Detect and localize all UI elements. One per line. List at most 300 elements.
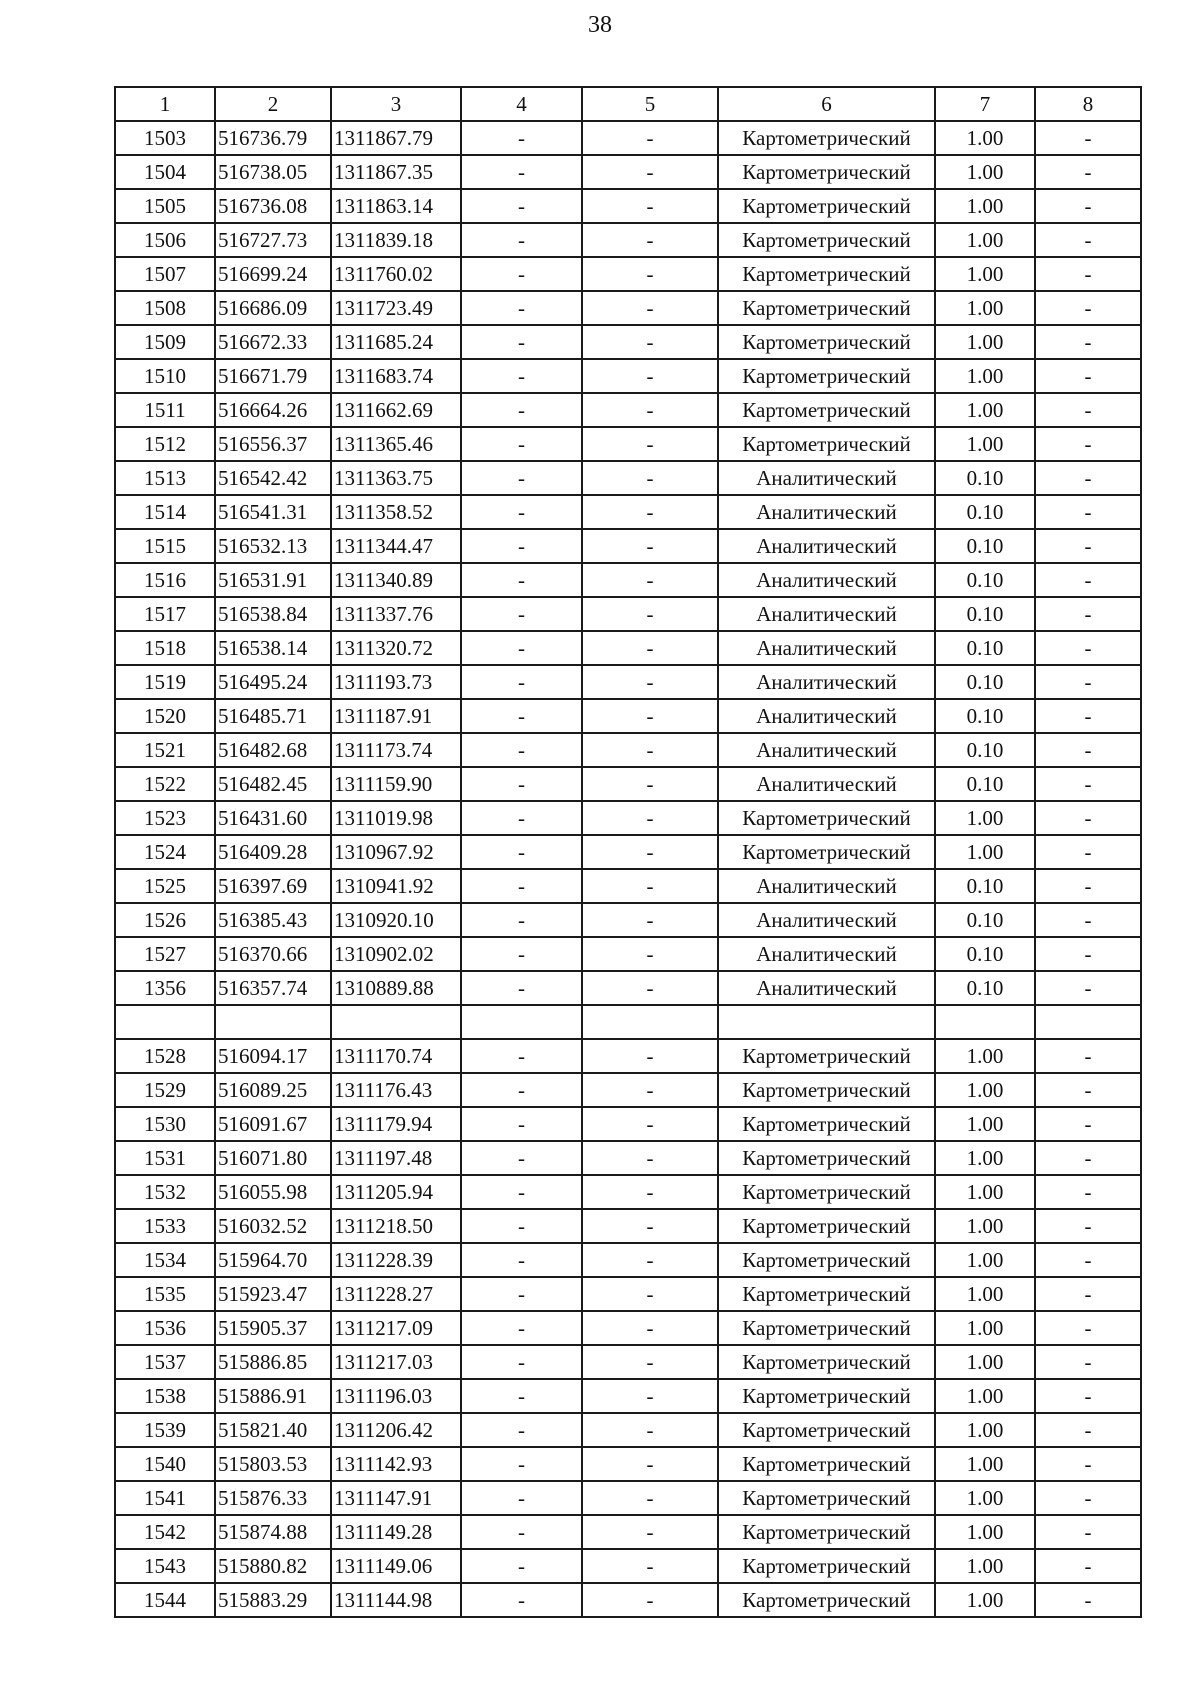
accuracy-cell: 1.00	[935, 359, 1035, 393]
point-number-cell: 1514	[115, 495, 215, 529]
accuracy-cell: 0.10	[935, 699, 1035, 733]
table-row	[115, 223, 1141, 257]
table-row	[115, 1413, 1141, 1447]
column-4-cell: -	[461, 529, 582, 563]
accuracy-cell: 1.00	[935, 1073, 1035, 1107]
x-coordinate-cell: 515923.47	[215, 1277, 331, 1311]
point-number-cell: 1534	[115, 1243, 215, 1277]
column-5-cell: -	[582, 495, 718, 529]
accuracy-cell: 1.00	[935, 1141, 1035, 1175]
x-coordinate-cell: 515874.88	[215, 1515, 331, 1549]
accuracy-cell: 1.00	[935, 1379, 1035, 1413]
accuracy-cell: 0.10	[935, 495, 1035, 529]
column-8-cell: -	[1035, 665, 1141, 699]
point-number-cell: 1512	[115, 427, 215, 461]
x-coordinate-cell: 516370.66	[215, 937, 331, 971]
table-row	[115, 733, 1141, 767]
column-5-cell: -	[582, 1583, 718, 1617]
accuracy-cell: 1.00	[935, 835, 1035, 869]
column-8-cell: -	[1035, 257, 1141, 291]
y-coordinate-cell: 1311683.74	[331, 359, 461, 393]
y-coordinate-cell: 1311685.24	[331, 325, 461, 359]
method-cell: Картометрический	[718, 1175, 935, 1209]
x-coordinate-cell: 515803.53	[215, 1447, 331, 1481]
method-cell: Аналитический	[718, 903, 935, 937]
accuracy-cell: 1.00	[935, 1583, 1035, 1617]
point-number-cell: 1530	[115, 1107, 215, 1141]
column-8-cell: -	[1035, 1175, 1141, 1209]
column-8-cell: -	[1035, 1447, 1141, 1481]
column-4-cell: -	[461, 427, 582, 461]
accuracy-cell: 1.00	[935, 223, 1035, 257]
column-4-cell: -	[461, 1039, 582, 1073]
column-5-cell: -	[582, 1379, 718, 1413]
column-8-cell: -	[1035, 155, 1141, 189]
method-cell: Аналитический	[718, 529, 935, 563]
column-5-cell: -	[582, 1141, 718, 1175]
column-header: 3	[331, 87, 461, 121]
column-8-cell: -	[1035, 325, 1141, 359]
x-coordinate-cell: 516091.67	[215, 1107, 331, 1141]
x-coordinate-cell: 516485.71	[215, 699, 331, 733]
column-8-cell: -	[1035, 189, 1141, 223]
method-cell: Аналитический	[718, 699, 935, 733]
accuracy-cell: 0.10	[935, 937, 1035, 971]
point-number-cell: 1529	[115, 1073, 215, 1107]
column-4-cell: -	[461, 1583, 582, 1617]
x-coordinate-cell	[215, 1005, 331, 1039]
column-4-cell: -	[461, 291, 582, 325]
y-coordinate-cell: 1311218.50	[331, 1209, 461, 1243]
column-4-cell: -	[461, 937, 582, 971]
method-cell: Аналитический	[718, 767, 935, 801]
column-4-cell: -	[461, 189, 582, 223]
x-coordinate-cell: 516071.80	[215, 1141, 331, 1175]
column-5-cell: -	[582, 1549, 718, 1583]
y-coordinate-cell: 1311867.35	[331, 155, 461, 189]
table-row	[115, 495, 1141, 529]
x-coordinate-cell: 516699.24	[215, 257, 331, 291]
point-number-cell: 1521	[115, 733, 215, 767]
x-coordinate-cell: 516686.09	[215, 291, 331, 325]
accuracy-cell: 1.00	[935, 1515, 1035, 1549]
column-5-cell: -	[582, 257, 718, 291]
x-coordinate-cell: 516541.31	[215, 495, 331, 529]
column-8-cell: -	[1035, 699, 1141, 733]
x-coordinate-cell: 516532.13	[215, 529, 331, 563]
column-4-cell: -	[461, 1107, 582, 1141]
column-4-cell: -	[461, 1209, 582, 1243]
column-4-cell: -	[461, 699, 582, 733]
column-4-cell: -	[461, 835, 582, 869]
method-cell: Аналитический	[718, 971, 935, 1005]
point-number-cell: 1511	[115, 393, 215, 427]
method-cell: Картометрический	[718, 291, 935, 325]
point-number-cell: 1506	[115, 223, 215, 257]
y-coordinate-cell: 1310920.10	[331, 903, 461, 937]
column-8-cell: -	[1035, 495, 1141, 529]
accuracy-cell: 1.00	[935, 1107, 1035, 1141]
method-cell: Картометрический	[718, 1345, 935, 1379]
column-5-cell	[582, 1005, 718, 1039]
table-row	[115, 563, 1141, 597]
column-4-cell: -	[461, 359, 582, 393]
table-row	[115, 1141, 1141, 1175]
column-8-cell: -	[1035, 903, 1141, 937]
method-cell: Картометрический	[718, 223, 935, 257]
accuracy-cell: 1.00	[935, 155, 1035, 189]
column-4-cell: -	[461, 1379, 582, 1413]
y-coordinate-cell	[331, 1005, 461, 1039]
column-5-cell: -	[582, 1345, 718, 1379]
column-4-cell: -	[461, 767, 582, 801]
table-row	[115, 971, 1141, 1005]
table-header-row	[115, 87, 1141, 121]
method-cell: Картометрический	[718, 801, 935, 835]
method-cell: Аналитический	[718, 631, 935, 665]
y-coordinate-cell: 1311019.98	[331, 801, 461, 835]
point-number-cell: 1517	[115, 597, 215, 631]
accuracy-cell: 0.10	[935, 563, 1035, 597]
column-8-cell: -	[1035, 1515, 1141, 1549]
x-coordinate-cell: 515886.91	[215, 1379, 331, 1413]
x-coordinate-cell: 516482.45	[215, 767, 331, 801]
point-number-cell: 1533	[115, 1209, 215, 1243]
column-4-cell: -	[461, 1549, 582, 1583]
accuracy-cell: 1.00	[935, 325, 1035, 359]
column-5-cell: -	[582, 1515, 718, 1549]
method-cell: Картометрический	[718, 359, 935, 393]
column-4-cell: -	[461, 1073, 582, 1107]
y-coordinate-cell: 1311358.52	[331, 495, 461, 529]
y-coordinate-cell: 1311863.14	[331, 189, 461, 223]
column-5-cell: -	[582, 1107, 718, 1141]
method-cell: Картометрический	[718, 1243, 935, 1277]
y-coordinate-cell: 1310941.92	[331, 869, 461, 903]
column-5-cell: -	[582, 155, 718, 189]
y-coordinate-cell: 1311147.91	[331, 1481, 461, 1515]
column-5-cell: -	[582, 359, 718, 393]
method-cell: Картометрический	[718, 1481, 935, 1515]
column-5-cell: -	[582, 835, 718, 869]
accuracy-cell: 1.00	[935, 257, 1035, 291]
table-row	[115, 1073, 1141, 1107]
table-row	[115, 835, 1141, 869]
y-coordinate-cell: 1311839.18	[331, 223, 461, 257]
point-number-cell: 1518	[115, 631, 215, 665]
column-5-cell: -	[582, 461, 718, 495]
y-coordinate-cell: 1311179.94	[331, 1107, 461, 1141]
y-coordinate-cell: 1311142.93	[331, 1447, 461, 1481]
method-cell: Картометрический	[718, 121, 935, 155]
column-4-cell: -	[461, 1243, 582, 1277]
point-number-cell: 1527	[115, 937, 215, 971]
x-coordinate-cell: 516736.79	[215, 121, 331, 155]
accuracy-cell: 1.00	[935, 1481, 1035, 1515]
table-row	[115, 1107, 1141, 1141]
column-4-cell: -	[461, 597, 582, 631]
accuracy-cell: 0.10	[935, 869, 1035, 903]
column-8-cell: -	[1035, 767, 1141, 801]
column-5-cell: -	[582, 1039, 718, 1073]
point-number-cell: 1542	[115, 1515, 215, 1549]
method-cell: Картометрический	[718, 835, 935, 869]
table-row	[115, 155, 1141, 189]
column-8-cell: -	[1035, 869, 1141, 903]
method-cell: Картометрический	[718, 1515, 935, 1549]
accuracy-cell: 0.10	[935, 461, 1035, 495]
column-5-cell: -	[582, 869, 718, 903]
column-4-cell: -	[461, 733, 582, 767]
column-8-cell: -	[1035, 223, 1141, 257]
column-4-cell: -	[461, 495, 582, 529]
accuracy-cell: 0.10	[935, 733, 1035, 767]
method-cell: Аналитический	[718, 937, 935, 971]
column-8-cell: -	[1035, 529, 1141, 563]
y-coordinate-cell: 1311176.43	[331, 1073, 461, 1107]
point-number-cell: 1528	[115, 1039, 215, 1073]
point-number-cell: 1516	[115, 563, 215, 597]
point-number-cell: 1515	[115, 529, 215, 563]
table-row	[115, 903, 1141, 937]
point-number-cell: 1508	[115, 291, 215, 325]
x-coordinate-cell: 516672.33	[215, 325, 331, 359]
x-coordinate-cell: 516538.84	[215, 597, 331, 631]
x-coordinate-cell: 515821.40	[215, 1413, 331, 1447]
point-number-cell: 1505	[115, 189, 215, 223]
column-8-cell: -	[1035, 427, 1141, 461]
accuracy-cell: 1.00	[935, 801, 1035, 835]
table-row	[115, 1039, 1141, 1073]
table-row	[115, 801, 1141, 835]
accuracy-cell: 1.00	[935, 1175, 1035, 1209]
x-coordinate-cell: 516385.43	[215, 903, 331, 937]
y-coordinate-cell: 1311149.28	[331, 1515, 461, 1549]
point-number-cell: 1526	[115, 903, 215, 937]
method-cell: Картометрический	[718, 325, 935, 359]
table-row	[115, 665, 1141, 699]
column-8-cell: -	[1035, 1311, 1141, 1345]
accuracy-cell: 1.00	[935, 189, 1035, 223]
table-row	[115, 1243, 1141, 1277]
column-4-cell	[461, 1005, 582, 1039]
x-coordinate-cell: 516531.91	[215, 563, 331, 597]
point-number-cell: 1522	[115, 767, 215, 801]
column-4-cell: -	[461, 223, 582, 257]
point-number-cell: 1540	[115, 1447, 215, 1481]
column-8-cell: -	[1035, 1073, 1141, 1107]
x-coordinate-cell: 516409.28	[215, 835, 331, 869]
x-coordinate-cell: 516495.24	[215, 665, 331, 699]
point-number-cell: 1509	[115, 325, 215, 359]
column-header: 6	[718, 87, 935, 121]
accuracy-cell: 0.10	[935, 903, 1035, 937]
accuracy-cell: 0.10	[935, 597, 1035, 631]
column-5-cell: -	[582, 563, 718, 597]
method-cell: Картометрический	[718, 1549, 935, 1583]
y-coordinate-cell: 1311760.02	[331, 257, 461, 291]
table-row	[115, 937, 1141, 971]
column-4-cell: -	[461, 1345, 582, 1379]
table-row	[115, 631, 1141, 665]
table-row	[115, 393, 1141, 427]
column-4-cell: -	[461, 563, 582, 597]
column-8-cell: -	[1035, 1413, 1141, 1447]
y-coordinate-cell: 1310967.92	[331, 835, 461, 869]
accuracy-cell: 1.00	[935, 1549, 1035, 1583]
accuracy-cell: 1.00	[935, 427, 1035, 461]
column-5-cell: -	[582, 223, 718, 257]
method-cell: Аналитический	[718, 597, 935, 631]
x-coordinate-cell: 515964.70	[215, 1243, 331, 1277]
column-4-cell: -	[461, 393, 582, 427]
method-cell: Аналитический	[718, 733, 935, 767]
method-cell: Картометрический	[718, 1141, 935, 1175]
column-5-cell: -	[582, 189, 718, 223]
method-cell: Картометрический	[718, 427, 935, 461]
y-coordinate-cell: 1310889.88	[331, 971, 461, 1005]
table-row	[115, 1345, 1141, 1379]
column-8-cell: -	[1035, 1039, 1141, 1073]
point-number-cell: 1538	[115, 1379, 215, 1413]
accuracy-cell: 1.00	[935, 1447, 1035, 1481]
column-4-cell: -	[461, 1277, 582, 1311]
point-number-cell	[115, 1005, 215, 1039]
x-coordinate-cell: 516431.60	[215, 801, 331, 835]
column-header: 7	[935, 87, 1035, 121]
table-row	[115, 427, 1141, 461]
column-8-cell: -	[1035, 631, 1141, 665]
x-coordinate-cell: 516671.79	[215, 359, 331, 393]
x-coordinate-cell: 516727.73	[215, 223, 331, 257]
method-cell: Картометрический	[718, 1311, 935, 1345]
column-4-cell: -	[461, 903, 582, 937]
y-coordinate-cell: 1311337.76	[331, 597, 461, 631]
y-coordinate-cell: 1311228.39	[331, 1243, 461, 1277]
column-header: 8	[1035, 87, 1141, 121]
column-8-cell: -	[1035, 393, 1141, 427]
column-8-cell: -	[1035, 1379, 1141, 1413]
column-8-cell: -	[1035, 801, 1141, 835]
column-4-cell: -	[461, 257, 582, 291]
method-cell: Картометрический	[718, 1583, 935, 1617]
column-header: 1	[115, 87, 215, 121]
column-5-cell: -	[582, 1175, 718, 1209]
accuracy-cell: 1.00	[935, 121, 1035, 155]
x-coordinate-cell: 515880.82	[215, 1549, 331, 1583]
accuracy-cell: 0.10	[935, 631, 1035, 665]
column-5-cell: -	[582, 733, 718, 767]
column-5-cell: -	[582, 291, 718, 325]
y-coordinate-cell: 1311196.03	[331, 1379, 461, 1413]
table-row	[115, 325, 1141, 359]
method-cell: Картометрический	[718, 257, 935, 291]
table-row	[115, 1583, 1141, 1617]
column-5-cell: -	[582, 1311, 718, 1345]
point-number-cell: 1541	[115, 1481, 215, 1515]
y-coordinate-cell: 1311867.79	[331, 121, 461, 155]
point-number-cell: 1519	[115, 665, 215, 699]
column-8-cell: -	[1035, 1583, 1141, 1617]
column-5-cell: -	[582, 665, 718, 699]
table-row	[115, 1379, 1141, 1413]
column-4-cell: -	[461, 325, 582, 359]
method-cell: Картометрический	[718, 1447, 935, 1481]
point-number-cell: 1535	[115, 1277, 215, 1311]
column-8-cell	[1035, 1005, 1141, 1039]
column-5-cell: -	[582, 903, 718, 937]
accuracy-cell: 1.00	[935, 1277, 1035, 1311]
column-5-cell: -	[582, 1481, 718, 1515]
table-row	[115, 767, 1141, 801]
table-row	[115, 1447, 1141, 1481]
x-coordinate-cell: 516397.69	[215, 869, 331, 903]
column-8-cell: -	[1035, 291, 1141, 325]
column-4-cell: -	[461, 1141, 582, 1175]
point-number-cell: 1523	[115, 801, 215, 835]
y-coordinate-cell: 1311344.47	[331, 529, 461, 563]
column-8-cell: -	[1035, 563, 1141, 597]
point-number-cell: 1510	[115, 359, 215, 393]
table-row	[115, 1277, 1141, 1311]
y-coordinate-cell: 1311662.69	[331, 393, 461, 427]
y-coordinate-cell: 1311144.98	[331, 1583, 461, 1617]
column-5-cell: -	[582, 1243, 718, 1277]
accuracy-cell	[935, 1005, 1035, 1039]
x-coordinate-cell: 516482.68	[215, 733, 331, 767]
y-coordinate-cell: 1311159.90	[331, 767, 461, 801]
method-cell: Картометрический	[718, 1073, 935, 1107]
point-number-cell: 1543	[115, 1549, 215, 1583]
table-row	[115, 359, 1141, 393]
column-5-cell: -	[582, 1277, 718, 1311]
column-5-cell: -	[582, 529, 718, 563]
x-coordinate-cell: 516357.74	[215, 971, 331, 1005]
column-5-cell: -	[582, 325, 718, 359]
column-8-cell: -	[1035, 1243, 1141, 1277]
method-cell: Картометрический	[718, 1413, 935, 1447]
column-header: 5	[582, 87, 718, 121]
table-row	[115, 1481, 1141, 1515]
point-number-cell: 1507	[115, 257, 215, 291]
table-row	[115, 1175, 1141, 1209]
accuracy-cell: 0.10	[935, 665, 1035, 699]
column-4-cell: -	[461, 1413, 582, 1447]
y-coordinate-cell: 1311197.48	[331, 1141, 461, 1175]
y-coordinate-cell: 1311206.42	[331, 1413, 461, 1447]
y-coordinate-cell: 1311217.09	[331, 1311, 461, 1345]
column-5-cell: -	[582, 1209, 718, 1243]
table-body	[115, 121, 1141, 1617]
accuracy-cell: 0.10	[935, 529, 1035, 563]
column-5-cell: -	[582, 801, 718, 835]
y-coordinate-cell: 1311365.46	[331, 427, 461, 461]
column-4-cell: -	[461, 1447, 582, 1481]
y-coordinate-cell: 1311320.72	[331, 631, 461, 665]
y-coordinate-cell: 1311723.49	[331, 291, 461, 325]
x-coordinate-cell: 516538.14	[215, 631, 331, 665]
method-cell: Картометрический	[718, 393, 935, 427]
table-row	[115, 1209, 1141, 1243]
column-8-cell: -	[1035, 733, 1141, 767]
point-number-cell: 1539	[115, 1413, 215, 1447]
column-8-cell: -	[1035, 1209, 1141, 1243]
column-5-cell: -	[582, 699, 718, 733]
accuracy-cell: 1.00	[935, 291, 1035, 325]
column-header: 4	[461, 87, 582, 121]
column-8-cell: -	[1035, 1277, 1141, 1311]
column-5-cell: -	[582, 597, 718, 631]
